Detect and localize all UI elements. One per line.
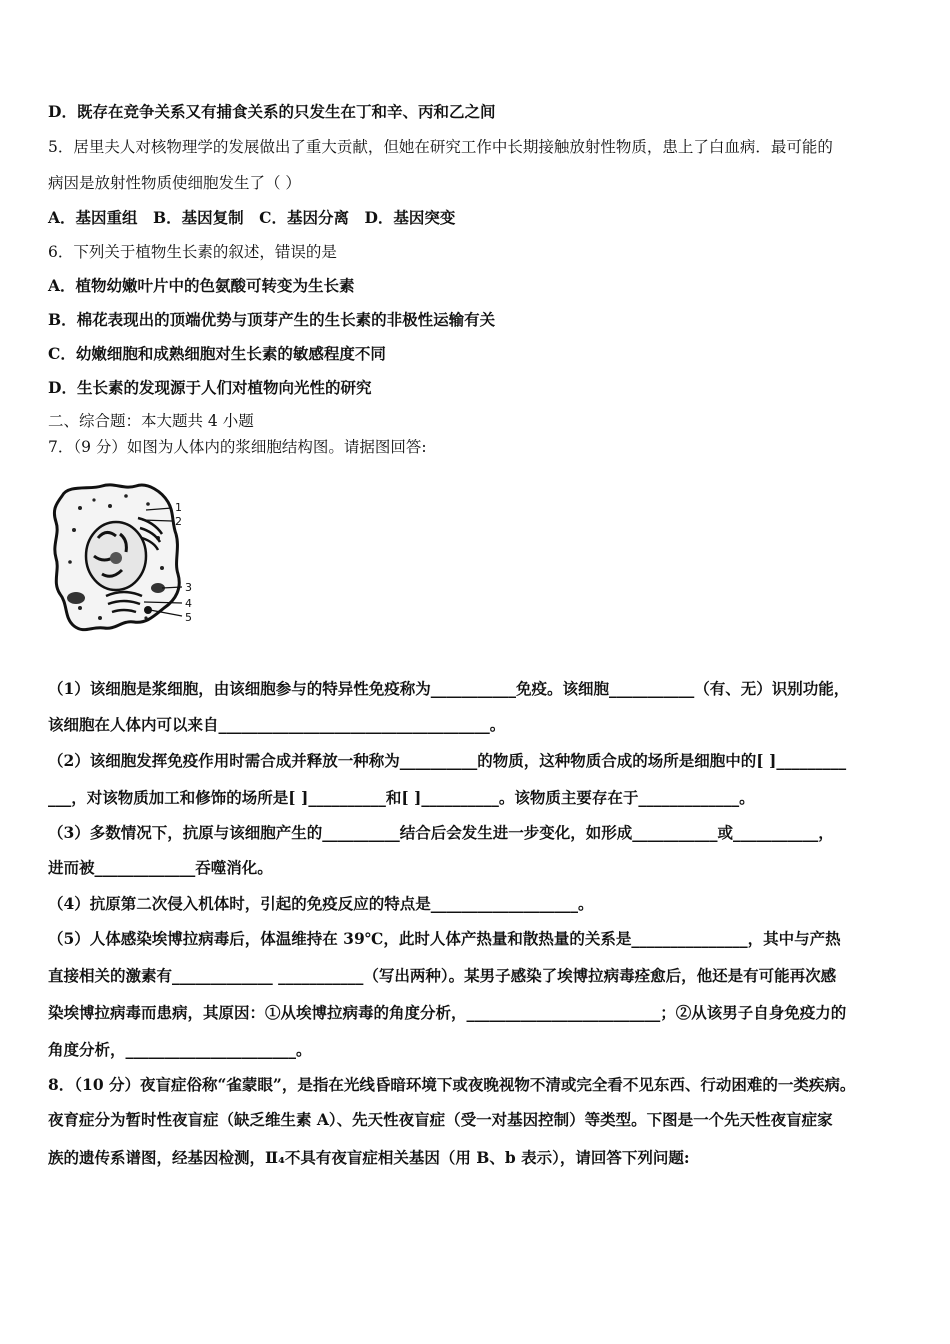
q7-part5-line3: 染埃博拉病毒而患病，其原因：①从埃博拉病毒的角度分析，_________________________；②从该男子自身免疫力的: [48, 1003, 847, 1022]
q7-part5-line2: 直接相关的激素有_____________ ___________（写出两种）。某男子感染了埃博拉病毒痊愈后，他还是有可能再次感: [48, 966, 837, 985]
q6-option-b: B．棉花表现出的顶端优势与顶芽产生的生长素的非极性运输有关: [48, 310, 496, 329]
q5-stem-line2: 病因是放射性物质使细胞发生了（ ）: [48, 174, 301, 192]
q4-option-d: D．既存在竞争关系又有捕食关系的只发生在丁和辛、丙和乙之间: [48, 102, 496, 121]
q5-stem-line1: 5．居里夫人对核物理学的发展做出了重大贡献，但她在研究工作中长期接触放射性物质，患上了白血病．最可能的: [48, 138, 833, 156]
q7-part5-line1: （5）人体感染埃博拉病毒后，体温维持在 39℃，此时人体产热量和散热量的关系是_______________，其中与产热: [48, 929, 841, 948]
q8-stem-line3: 族的遗传系谱图，经基因检测，Ⅱ₄不具有夜盲症相关基因（用 B、b 表示），请回答下列问题:: [48, 1148, 690, 1167]
plasma-cell-figure: [50, 478, 200, 640]
q8-stem-line2: 夜育症分为暂时性夜盲症（缺乏维生素 A）、先天性夜盲症（受一对基因控制）等类型。下图是一个先天性夜盲症家: [48, 1110, 833, 1129]
figure-label-4: 4: [185, 597, 192, 610]
q7-part1-line2: 该细胞在人体内可以来自___________________________________。: [48, 715, 506, 734]
q5-options: A．基因重组 B．基因复制 C．基因分离 D．基因突变: [48, 208, 456, 227]
figure-label-3: 3: [185, 581, 192, 594]
figure-label-5: 5: [185, 611, 192, 624]
q6-option-c: C．幼嫩细胞和成熟细胞对生长素的敏感程度不同: [48, 344, 386, 363]
figure-label-2: 2: [175, 515, 182, 528]
q7-part3-line1: （3）多数情况下，抗原与该细胞产生的__________结合后会发生进一步变化，如形成___________或___________，: [48, 823, 834, 842]
q7-stem: 7．（9 分）如图为人体内的浆细胞结构图。请据图回答:: [48, 438, 427, 456]
q6-option-a: A．植物幼嫩叶片中的色氨酸可转变为生长素: [48, 276, 355, 295]
q6-option-d: D．生长素的发现源于人们对植物向光性的研究: [48, 378, 372, 397]
q7-part1-line1: （1）该细胞是浆细胞，由该细胞参与的特异性免疫称为___________免疫。该细胞___________（有、无）识别功能，: [48, 679, 850, 698]
section-heading: 二、综合题：本大题共 4 小题: [48, 412, 254, 430]
q7-part2-line2: ___，对该物质加工和修饰的场所是[ ]__________和[ ]__________。该物质主要存在于_____________。: [48, 788, 755, 807]
q8-stem-line1: 8．（10 分）夜盲症俗称“雀蒙眼”，是指在光线昏暗环境下或夜晚视物不清或完全看不见东西、行动困难的一类疾病。: [48, 1075, 856, 1094]
q6-stem: 6．下列关于植物生长素的叙述，错误的是: [48, 243, 337, 261]
q7-part3-line2: 进而被_____________吞噬消化。: [48, 858, 273, 877]
q7-part5-line4: 角度分析，______________________。: [48, 1040, 312, 1059]
q7-part2-line1: （2）该细胞发挥免疫作用时需合成并释放一种称为__________的物质，这种物质合成的场所是细胞中的[ ]_________: [48, 751, 847, 770]
q7-part4: （4）抗原第二次侵入机体时，引起的免疫反应的特点是___________________。: [48, 894, 594, 913]
figure-label-1: 1: [175, 501, 182, 514]
